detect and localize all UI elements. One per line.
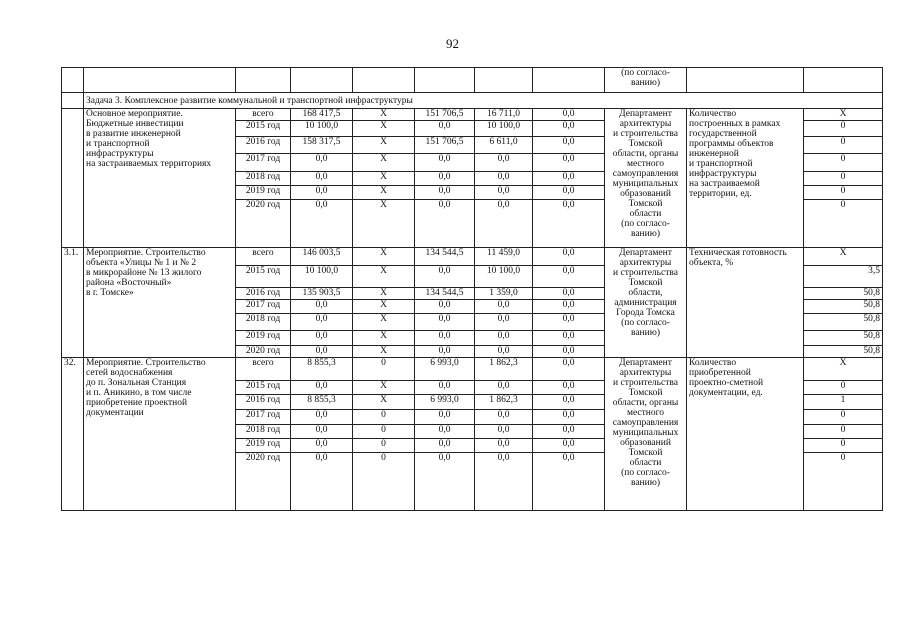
budget-cell-1: 0 xyxy=(353,410,415,425)
item-name: Основное мероприятие. Бюджетные инвестиции в развитие инженерной и транспортной инфраструктуры на застраиваемых территориях xyxy=(84,109,236,248)
year-cell: 2019 год xyxy=(236,439,291,453)
year-cell: 2019 год xyxy=(236,331,291,346)
year-cell: 2019 год xyxy=(236,186,291,200)
budget-cell-4: 0,0 xyxy=(533,425,605,439)
budget-cell-1: X xyxy=(353,395,415,410)
year-cell: 2017 год xyxy=(236,154,291,172)
budget-cell-2: 0,0 xyxy=(415,425,475,439)
total-cell: 8 855,3 xyxy=(291,358,353,381)
year-cell: 2016 год xyxy=(236,288,291,300)
budget-cell-2: 0,0 xyxy=(415,266,475,288)
budget-cell-2: 0,0 xyxy=(415,300,475,314)
indicator-name: Количество построенных в рамках государственной программы объектов инженерной и транспортной инфраструктуры на застраиваемой территории, ед. xyxy=(687,109,804,248)
indicator-value: 0 xyxy=(804,121,883,137)
year-cell: 2018 год xyxy=(236,314,291,331)
budget-cell-1: X xyxy=(353,200,415,248)
indicator-value: 50,8 xyxy=(804,300,883,314)
item-number xyxy=(62,109,84,248)
table-row xyxy=(62,358,883,381)
budget-cell-4: 0,0 xyxy=(533,137,605,154)
budget-cell-3: 10 100,0 xyxy=(475,121,533,137)
budget-cell-3: 0,0 xyxy=(475,300,533,314)
budget-cell-4: 0,0 xyxy=(533,154,605,172)
total-cell: 0,0 xyxy=(291,200,353,248)
budget-cell-1: X xyxy=(353,172,415,186)
budget-cell-2: 0,0 xyxy=(415,410,475,425)
indicator-value: 0 xyxy=(804,453,883,511)
year-cell: 2016 год xyxy=(236,137,291,154)
budget-cell-2: 0,0 xyxy=(415,154,475,172)
year-cell: 2020 год xyxy=(236,453,291,511)
budget-cell-2: 0,0 xyxy=(415,439,475,453)
total-cell: 0,0 xyxy=(291,314,353,331)
budget-cell-3: 0,0 xyxy=(475,439,533,453)
budget-cell-3: 0,0 xyxy=(475,172,533,186)
year-cell: всего xyxy=(236,358,291,381)
indicator-value: 50,8 xyxy=(804,314,883,331)
budget-cell-1: X xyxy=(353,314,415,331)
budget-cell-2: 0,0 xyxy=(415,453,475,511)
budget-cell-3: 0,0 xyxy=(475,410,533,425)
budget-cell-1: X xyxy=(353,248,415,266)
budget-cell-1: 0 xyxy=(353,453,415,511)
budget-cell-4: 0,0 xyxy=(533,314,605,331)
responsible-dept: Департамент архитектуры и строительства Томской области, администрация Города Томска (по согласо- ванию) xyxy=(605,248,687,358)
year-cell: всего xyxy=(236,248,291,266)
budget-cell-3: 6 611,0 xyxy=(475,137,533,154)
budget-cell-2: 134 544,5 xyxy=(415,248,475,266)
year-cell: 2018 год xyxy=(236,172,291,186)
budget-cell-3: 0,0 xyxy=(475,154,533,172)
task-title: Задача 3. Комплексное развитие коммунальной и транспортной инфраструктуры xyxy=(84,93,883,109)
budget-cell-1: X xyxy=(353,154,415,172)
total-cell: 146 003,5 xyxy=(291,248,353,266)
indicator-value: 0 xyxy=(804,439,883,453)
budget-cell-3: 0,0 xyxy=(475,314,533,331)
total-cell: 158 317,5 xyxy=(291,137,353,154)
budget-cell-1: X xyxy=(353,381,415,395)
total-cell: 135 903,5 xyxy=(291,288,353,300)
total-cell: 168 417,5 xyxy=(291,109,353,121)
budget-cell-2: 6 993,0 xyxy=(415,358,475,381)
budget-cell-3: 0,0 xyxy=(475,186,533,200)
budget-cell-4: 0,0 xyxy=(533,331,605,346)
budget-cell-3: 1 862,3 xyxy=(475,358,533,381)
year-cell: 2016 год xyxy=(236,395,291,410)
total-cell: 8 855,3 xyxy=(291,395,353,410)
budget-cell-1: X xyxy=(353,121,415,137)
item-name: Мероприятие. Строительство сетей водоснабжения до п. Зональная Станция и п. Аникино, в том числе приобретение проектной документации xyxy=(84,358,236,511)
total-cell: 0,0 xyxy=(291,439,353,453)
indicator-value: 1 xyxy=(804,395,883,410)
budget-cell-2: 0,0 xyxy=(415,186,475,200)
indicator-value: 3,5 xyxy=(804,266,883,288)
indicator-value: X xyxy=(804,109,883,121)
budget-cell-1: X xyxy=(353,331,415,346)
item-number: 3.1. xyxy=(62,248,84,358)
budget-cell-3: 16 711,0 xyxy=(475,109,533,121)
indicator-value: 50,8 xyxy=(804,346,883,358)
budget-cell-4: 0,0 xyxy=(533,381,605,395)
budget-cell-2: 134 544,5 xyxy=(415,288,475,300)
budget-cell-4: 0,0 xyxy=(533,200,605,248)
table-row xyxy=(62,248,883,266)
budget-cell-3: 0,0 xyxy=(475,453,533,511)
budget-cell-3: 0,0 xyxy=(475,200,533,248)
budget-cell-3: 1 862,3 xyxy=(475,395,533,410)
indicator-value: 0 xyxy=(804,172,883,186)
item-number: 32. xyxy=(62,358,84,511)
budget-cell-1: X xyxy=(353,300,415,314)
budget-cell-1: 0 xyxy=(353,439,415,453)
budget-cell-3: 0,0 xyxy=(475,381,533,395)
budget-cell-3: 0,0 xyxy=(475,425,533,439)
table-row xyxy=(62,68,883,93)
budget-cell-1: X xyxy=(353,137,415,154)
indicator-value: 50,8 xyxy=(804,288,883,300)
indicator-value: 0 xyxy=(804,137,883,154)
budget-cell-4: 0,0 xyxy=(533,410,605,425)
responsible-dept: Департамент архитектуры и строительства Томской области, органы местного самоуправления муниципальных образований Томской области (по согласо- ванию) xyxy=(605,109,687,248)
budget-cell-2: 0,0 xyxy=(415,121,475,137)
indicator-value: 0 xyxy=(804,381,883,395)
budget-cell-4: 0,0 xyxy=(533,248,605,266)
budget-cell-1: X xyxy=(353,266,415,288)
year-cell: 2015 год xyxy=(236,381,291,395)
budget-cell-4: 0,0 xyxy=(533,109,605,121)
indicator-value: 0 xyxy=(804,186,883,200)
budget-cell-4: 0,0 xyxy=(533,300,605,314)
budget-cell-2: 0,0 xyxy=(415,200,475,248)
page-number: 92 xyxy=(446,36,459,51)
year-cell: 2017 год xyxy=(236,300,291,314)
indicator-value: 50,8 xyxy=(804,331,883,346)
indicator-value: 0 xyxy=(804,200,883,248)
indicator-value: X xyxy=(804,358,883,381)
total-cell: 0,0 xyxy=(291,381,353,395)
budget-cell-4: 0,0 xyxy=(533,172,605,186)
responsible-dept: (по согласо- ванию) xyxy=(605,68,687,93)
total-cell: 0,0 xyxy=(291,453,353,511)
budget-cell-3: 11 459,0 xyxy=(475,248,533,266)
budget-cell-4: 0,0 xyxy=(533,288,605,300)
table-row xyxy=(62,109,883,121)
budget-cell-2: 0,0 xyxy=(415,346,475,358)
budget-cell-3: 1 359,0 xyxy=(475,288,533,300)
budget-cell-2: 0,0 xyxy=(415,381,475,395)
total-cell: 0,0 xyxy=(291,300,353,314)
budget-cell-2: 0,0 xyxy=(415,314,475,331)
budget-cell-2: 0,0 xyxy=(415,331,475,346)
year-cell: 2015 год xyxy=(236,121,291,137)
indicator-name: Техническая готовность объекта, % xyxy=(687,248,804,358)
year-cell: 2017 год xyxy=(236,410,291,425)
task-row xyxy=(62,93,883,109)
budget-cell-4: 0,0 xyxy=(533,453,605,511)
budget-cell-1: X xyxy=(353,109,415,121)
budget-cell-4: 0,0 xyxy=(533,121,605,137)
budget-cell-2: 0,0 xyxy=(415,172,475,186)
total-cell: 0,0 xyxy=(291,154,353,172)
year-cell: всего xyxy=(236,109,291,121)
indicator-value: 0 xyxy=(804,410,883,425)
indicator-value: 0 xyxy=(804,425,883,439)
budget-cell-4: 0,0 xyxy=(533,266,605,288)
responsible-dept: Департамент архитектуры и строительства Томской области, органы местного самоуправления муниципальных образований Томской области (по согласо- ванию) xyxy=(605,358,687,511)
budget-cell-4: 0,0 xyxy=(533,346,605,358)
total-cell: 0,0 xyxy=(291,172,353,186)
indicator-name: Количество приобретенной проектно-сметной документации, ед. xyxy=(687,358,804,511)
year-cell: 2015 год xyxy=(236,266,291,288)
indicator-value: X xyxy=(804,248,883,266)
budget-cell-4: 0,0 xyxy=(533,358,605,381)
budget-cell-1: X xyxy=(353,288,415,300)
budget-cell-3: 0,0 xyxy=(475,346,533,358)
budget-cell-2: 151 706,5 xyxy=(415,137,475,154)
total-cell: 0,0 xyxy=(291,331,353,346)
year-cell: 2020 год xyxy=(236,200,291,248)
budget-cell-3: 10 100,0 xyxy=(475,266,533,288)
total-cell: 0,0 xyxy=(291,410,353,425)
indicator-value: 0 xyxy=(804,154,883,172)
budget-cell-2: 151 706,5 xyxy=(415,109,475,121)
budget-cell-3: 0,0 xyxy=(475,331,533,346)
budget-cell-1: 0 xyxy=(353,358,415,381)
total-cell: 0,0 xyxy=(291,425,353,439)
budget-cell-2: 6 993,0 xyxy=(415,395,475,410)
year-cell: 2020 год xyxy=(236,346,291,358)
year-cell: 2018 год xyxy=(236,425,291,439)
total-cell: 10 100,0 xyxy=(291,121,353,137)
budget-cell-1: X xyxy=(353,186,415,200)
budget-cell-1: 0 xyxy=(353,425,415,439)
budget-cell-4: 0,0 xyxy=(533,395,605,410)
total-cell: 0,0 xyxy=(291,346,353,358)
program-table xyxy=(61,67,883,511)
budget-cell-1: X xyxy=(353,346,415,358)
item-name: Мероприятие. Строительство объекта «Улицы № 1 и № 2 в микрорайоне № 13 жилого района «Восточный» в г. Томске» xyxy=(84,248,236,358)
budget-cell-4: 0,0 xyxy=(533,186,605,200)
total-cell: 10 100,0 xyxy=(291,266,353,288)
budget-cell-4: 0,0 xyxy=(533,439,605,453)
total-cell: 0,0 xyxy=(291,186,353,200)
